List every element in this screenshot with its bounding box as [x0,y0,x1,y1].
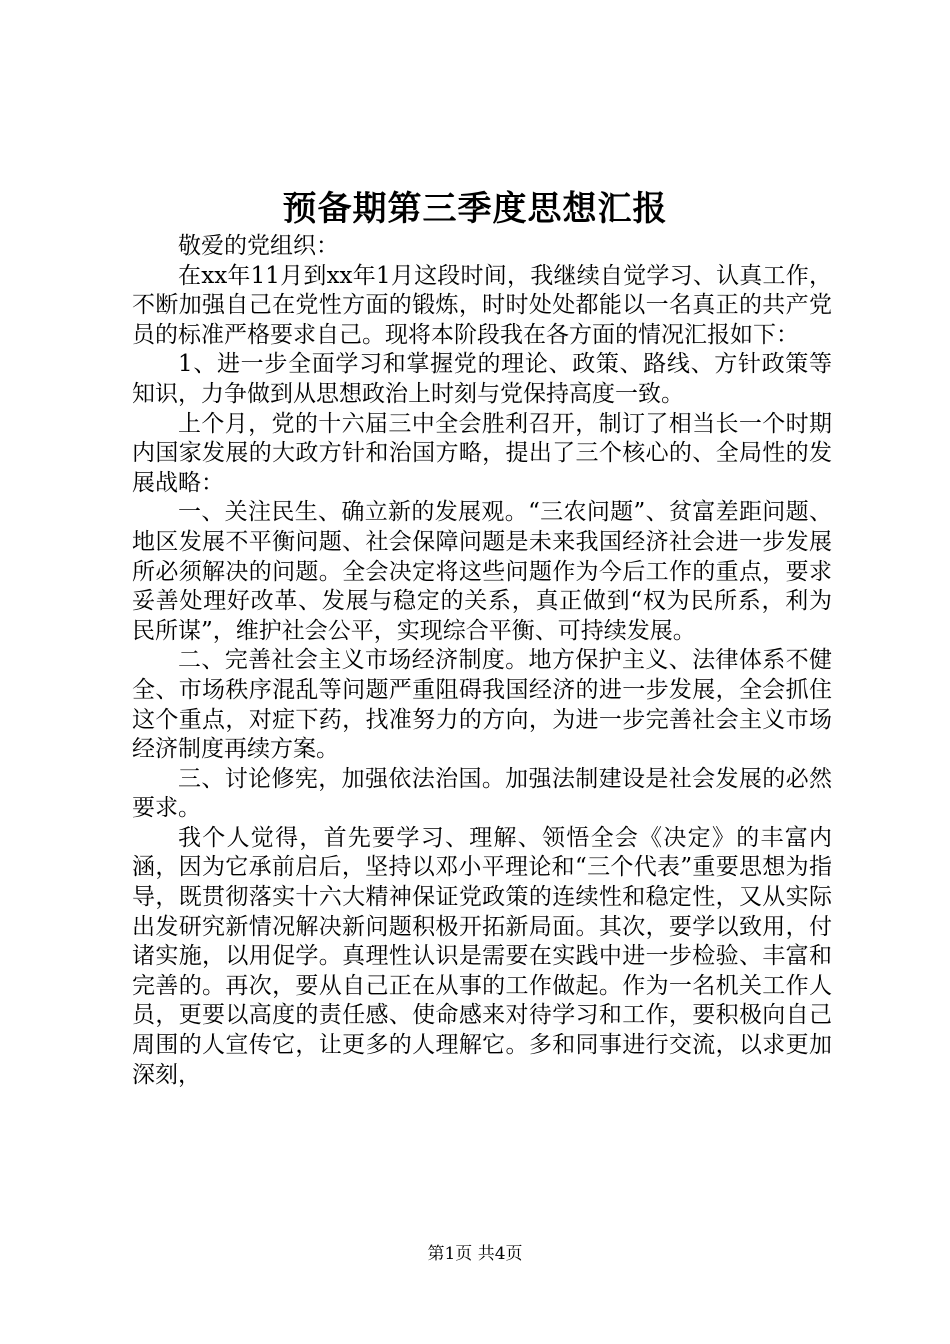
paragraph-strategy-1: 一、关注民生、确立新的发展观。“三农问题”、贫富差距问题、地区发展不平衡问题、社会保障问题是未来我国经济社会进一步发展所必须解决的问题。全会决定将这些问题作为今后工作的重点，要求妥善处理好改革、发展与稳定的关系，真正做到“权为民所系，利为民所谋”，维护社会公平，实现综合平衡、可持续发展。 [132,499,832,644]
document-title: 预备期第三季度思想汇报 [282,189,668,229]
salutation: 敬爱的党组织： [178,233,339,259]
paragraph-strategy-3: 三、讨论修宪，加强依法治国。加强法制建设是社会发展的必然要求。 [132,765,832,822]
paragraph-strategy-2: 二、完善社会主义市场经济制度。地方保护主义、法律体系不健全、市场秩序混乱等问题严重阻碍我国经济的进一步发展，全会抓住这个重点，对症下药，找准努力的方向，为进一步完善社会主义市场经济制度再续方案。 [132,647,832,763]
paragraph-personal: 我个人觉得，首先要学习、理解、领悟全会《决定》的丰富内涵，因为它承前启后，坚持以邓小平理论和“三个代表”重要思想为指导，既贯彻落实十六大精神保证党政策的连续性和稳定性，又从实际出发研究新情况解决新问题积极开拓新局面。其次，要学以致用，付诸实施，以用促学。真理性认识是需要在实践中进一步检验、丰富和完善的。再次，要从自己正在从事的工作做起。作为一名机关工作人员，更要以高度的责任感、使命感来对待学习和工作，要积极向自己周围的人宣传它，让更多的人理解它。多和同事进行交流，以求更加深刻， [132,824,832,1088]
document-body [132,232,832,1090]
paragraph-point-1: 1、进一步全面学习和掌握党的理论、政策、路线、方针政策等知识，力争做到从思想政治上时刻与党保持高度一致。 [132,351,832,407]
paragraph-plenum: 上个月，党的十六届三中全会胜利召开，制订了相当长一个时期内国家发展的大政方针和治国方略，提出了三个核心的、全局性的发展战略： [132,410,832,496]
page-footer: 第1页 共4页 [427,1244,523,1264]
paragraph-intro: 在xx年11月到xx年1月这段时间，我继续自觉学习、认真工作，不断加强自己在党性方面的锻炼，时时处处都能以一名真正的共产党员的标准严格要求自己。现将本阶段我在各方面的情况汇报如下： [132,262,832,348]
